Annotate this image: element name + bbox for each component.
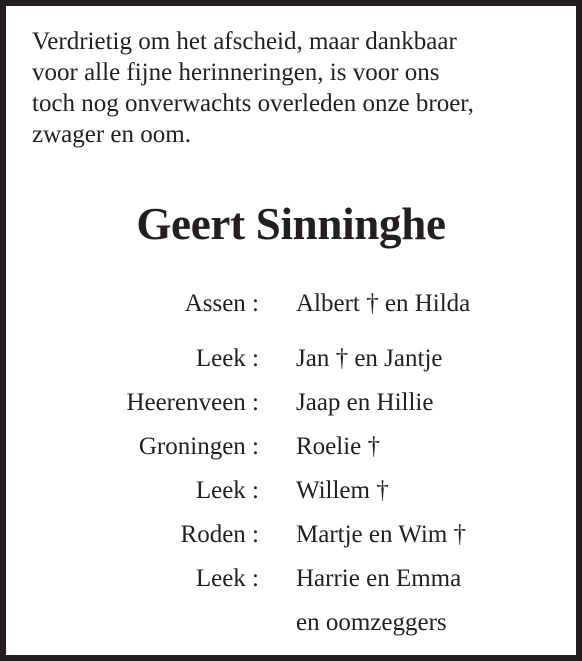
- relative-place: Leek :: [195, 565, 259, 592]
- intro-line: toch nog onverwachts overleden onze broer,: [32, 90, 474, 117]
- relative-names: Harrie en Emma: [296, 565, 462, 592]
- relative-row: [6, 342, 576, 376]
- relative-names: Martje en Wim †: [296, 521, 467, 548]
- intro-text: [32, 26, 562, 150]
- deceased-name: Geert Sinninghe: [136, 199, 446, 249]
- relative-names: Albert † en Hilda: [296, 290, 471, 317]
- relative-names: Jan † en Jantje: [296, 345, 443, 372]
- intro-line: voor alle fijne herinneringen, is voor ons: [32, 59, 440, 86]
- relative-row: [6, 474, 576, 508]
- relative-place: Assen :: [184, 290, 259, 317]
- relative-place: Heerenveen :: [126, 389, 259, 416]
- relative-place: Roden :: [180, 521, 259, 548]
- relative-row: [6, 606, 576, 640]
- relative-names: Roelie †: [296, 433, 381, 460]
- relative-row: [6, 430, 576, 464]
- intro-line: zwager en oom.: [32, 121, 191, 148]
- relative-row: [6, 562, 576, 596]
- relative-place: Leek :: [195, 345, 259, 372]
- relative-place: Leek :: [195, 477, 259, 504]
- relative-names: Willem †: [296, 477, 389, 504]
- relative-names: en oomzeggers: [296, 609, 447, 636]
- relative-row: [6, 518, 576, 552]
- relative-row: [6, 287, 576, 321]
- relative-row: [6, 386, 576, 420]
- relative-names: Jaap en Hillie: [296, 389, 434, 416]
- intro-line: Verdrietig om het afscheid, maar dankbaar: [32, 28, 457, 55]
- relative-place: Groningen :: [138, 433, 259, 460]
